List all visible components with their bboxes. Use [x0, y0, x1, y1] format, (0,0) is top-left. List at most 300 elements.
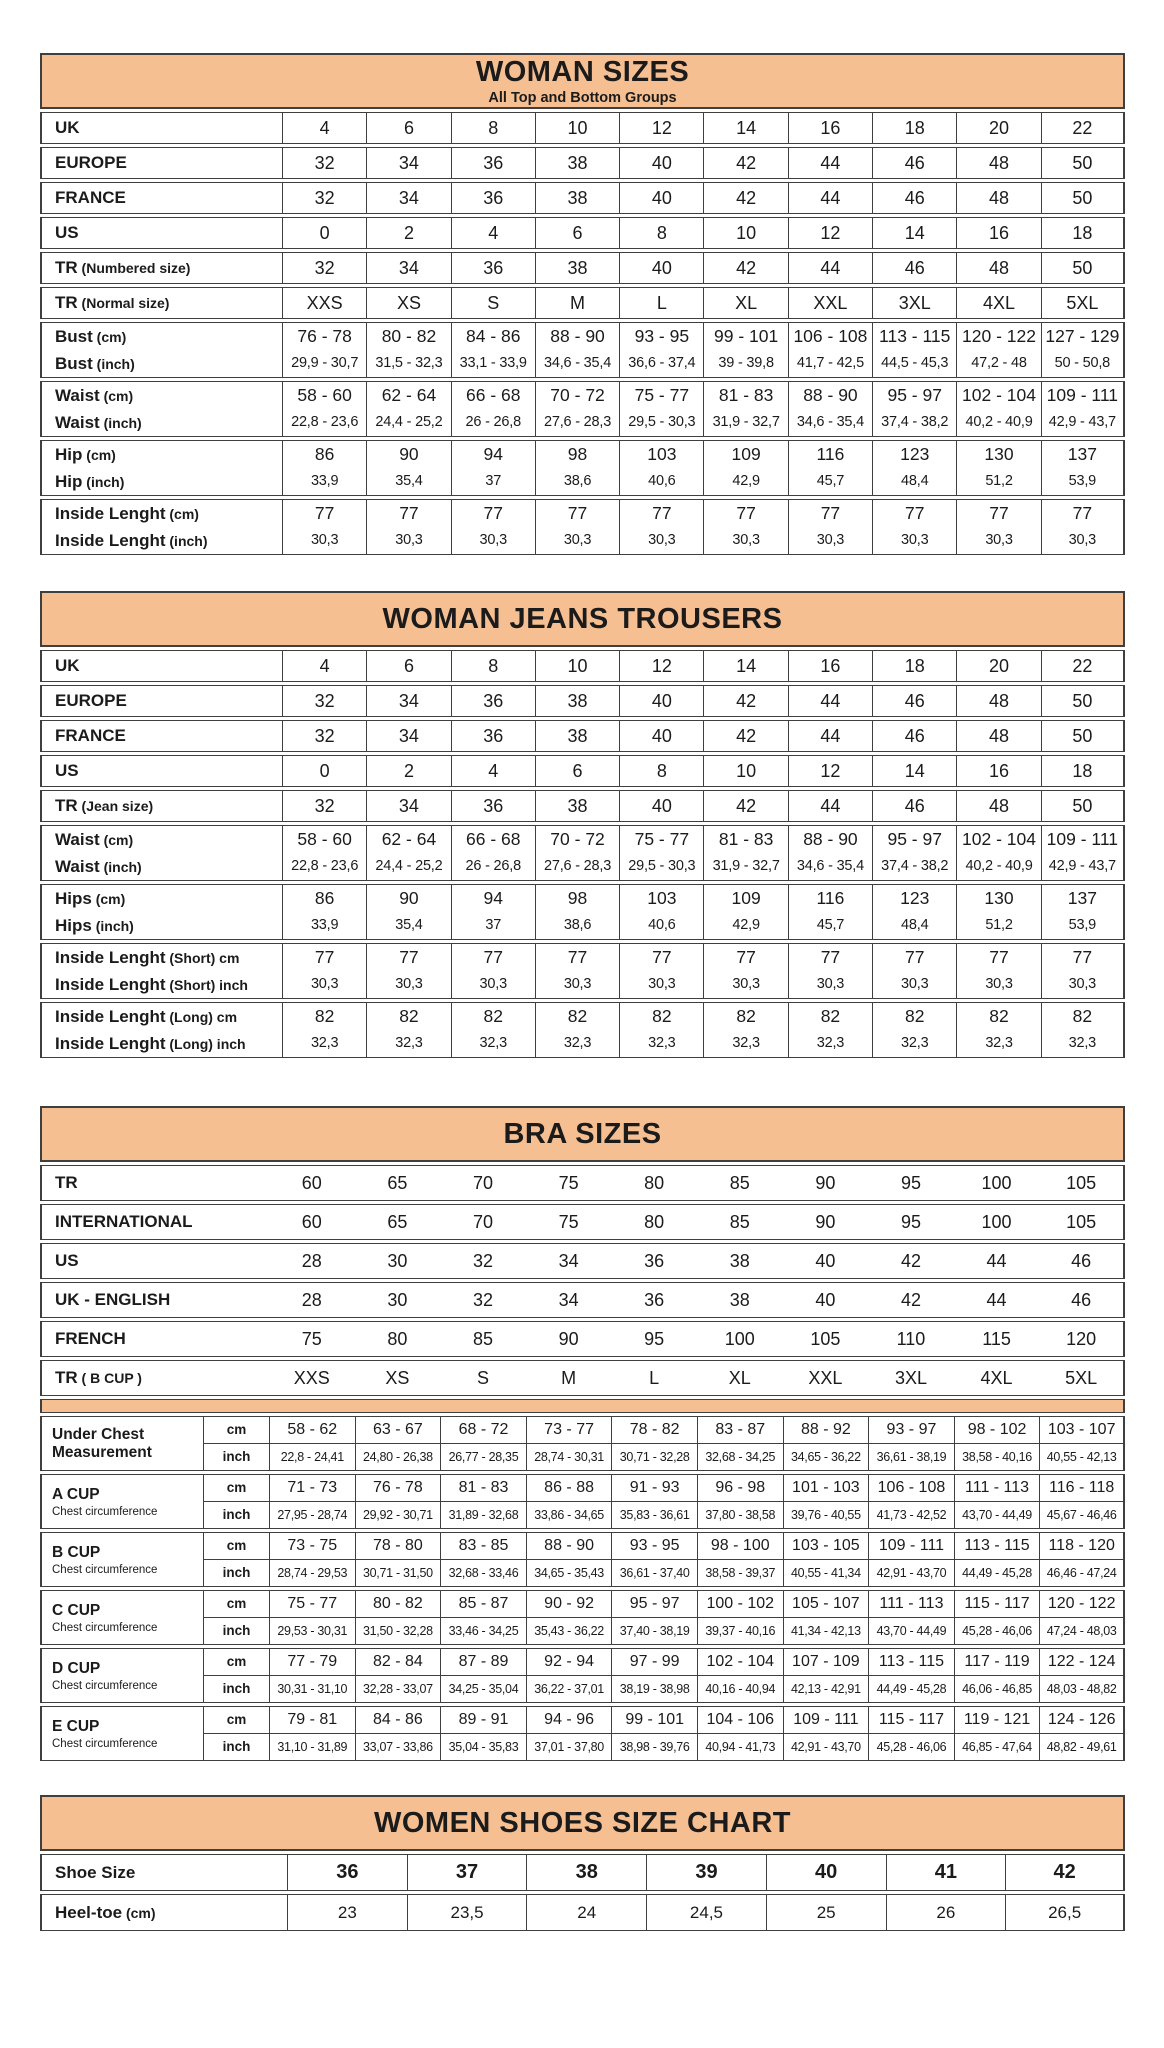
size-value: 32: [282, 790, 366, 822]
size-value: 44: [788, 790, 872, 822]
size-value-pair: [1041, 499, 1125, 555]
size-value: 38: [535, 182, 619, 214]
size-value-pair: [366, 322, 450, 378]
size-value-pair: [611, 1532, 697, 1587]
size-value-pair: [282, 884, 366, 940]
size-value: 30,3: [901, 976, 929, 992]
size-value: 33,9: [310, 473, 339, 489]
size-value-inch: 40,16 - 40,94: [705, 1682, 776, 1696]
size-value: 50: [1041, 147, 1125, 179]
size-value: 42: [868, 1282, 954, 1318]
size-value-inch: 26,77 - 28,35: [448, 1450, 519, 1464]
size-value-cm: 116 - 118: [1040, 1475, 1123, 1502]
row-label-line: [55, 350, 282, 377]
size-value: 4XL: [956, 287, 1040, 319]
size-value-pair: [956, 381, 1040, 437]
size-value-cm: 73 - 75: [270, 1533, 355, 1560]
size-value-inch: 32,28 - 33,07: [363, 1682, 433, 1696]
size-value: 42,9 - 43,7: [1048, 858, 1116, 874]
size-value: 60: [269, 1165, 355, 1201]
size-value-pair: [619, 943, 703, 999]
row-label: [40, 825, 282, 881]
size-value-pair: [697, 1416, 783, 1471]
size-value-cm: 91 - 93: [612, 1475, 697, 1502]
size-value: 77: [989, 503, 1009, 523]
size-value: 32,3: [985, 1035, 1013, 1051]
size-value-pair: [366, 499, 450, 555]
unit-inch: inch: [222, 1681, 251, 1696]
size-value-pair: [269, 1474, 355, 1529]
size-value: 44: [954, 1243, 1040, 1279]
size-value-pair: [451, 440, 535, 496]
size-value: 90: [783, 1165, 869, 1201]
size-value: 3XL: [872, 287, 956, 319]
size-value: S: [451, 287, 535, 319]
size-value: 30,3: [816, 532, 845, 548]
size-value-pair: [872, 381, 956, 437]
size-value: 88 - 90: [803, 385, 858, 405]
size-value: 32,3: [563, 1035, 592, 1051]
size-value: 46: [872, 182, 956, 214]
size-value-pair: [451, 499, 535, 555]
size-value-pair: [619, 884, 703, 940]
size-value: 58 - 60: [297, 829, 352, 849]
size-value: 26 - 26,8: [465, 858, 521, 874]
size-value: 6: [535, 217, 619, 249]
size-value-pair: [697, 1590, 783, 1645]
unit-inch: inch: [222, 1449, 251, 1464]
size-value-cm: 113 - 115: [869, 1649, 954, 1676]
size-value: 14: [872, 217, 956, 249]
size-value-inch: 33,07 - 33,86: [363, 1740, 433, 1754]
size-value: 31,9 - 32,7: [712, 414, 780, 430]
size-value-pair: [619, 825, 703, 881]
size-value: 48: [956, 182, 1040, 214]
size-value: 24: [526, 1894, 646, 1931]
size-value: 36: [611, 1243, 697, 1279]
row-label-detail: (inch): [99, 859, 142, 875]
size-value: 32,3: [310, 1035, 339, 1051]
size-value-cm: 78 - 80: [356, 1533, 441, 1560]
row-label-detail: (cm): [122, 1904, 156, 1921]
row-label-line: [55, 468, 282, 495]
size-value-pair: [535, 884, 619, 940]
size-value: 77: [399, 503, 419, 523]
size-value: 48,4: [901, 473, 929, 489]
size-value: 30,3: [310, 976, 339, 992]
size-value: 75 - 77: [634, 385, 690, 405]
size-value-pair: [269, 1416, 355, 1471]
size-value-pair: [269, 1706, 355, 1761]
size-value: 12: [619, 112, 703, 144]
size-value: 62 - 64: [381, 829, 437, 849]
size-value: 44: [954, 1282, 1040, 1318]
size-value: 110: [868, 1321, 954, 1357]
size-value: 34: [366, 182, 450, 214]
size-value-inch: 28,74 - 29,53: [277, 1566, 348, 1580]
size-value-pair: [355, 1416, 441, 1471]
size-value-cm: 82 - 84: [356, 1649, 441, 1676]
row-label-detail: (inch): [165, 533, 208, 549]
size-value-pair: [1039, 1416, 1125, 1471]
size-value: 113 - 115: [879, 326, 951, 346]
size-value-pair: [1041, 440, 1125, 496]
table-header: [40, 591, 1125, 647]
size-value: 31,9 - 32,7: [712, 858, 780, 874]
size-value: XS: [355, 1360, 441, 1396]
size-value-pair: [282, 381, 366, 437]
size-value: 77: [736, 947, 756, 967]
size-value: 40: [766, 1854, 886, 1891]
size-value-inch: 33,86 - 34,65: [534, 1508, 604, 1522]
cup-label: B CUP: [52, 1543, 101, 1561]
row-label-main: Inside Lenght: [55, 948, 166, 967]
size-value: 70 - 72: [550, 829, 605, 849]
size-value: 77: [314, 947, 335, 967]
size-value-pair: [783, 1706, 869, 1761]
size-value-pair: [451, 943, 535, 999]
size-value: 44: [788, 147, 872, 179]
size-value: 8: [451, 650, 535, 682]
size-value-pair: [269, 1648, 355, 1703]
size-value: 90: [526, 1321, 612, 1357]
row-label-detail: (cm): [91, 891, 126, 907]
size-value: 10: [535, 650, 619, 682]
size-value-pair: [366, 381, 450, 437]
size-value: 115: [954, 1321, 1040, 1357]
size-value: 77: [567, 947, 588, 967]
size-value: 100: [697, 1321, 783, 1357]
size-value: 70: [440, 1204, 526, 1240]
size-value-inch: 35,83 - 36,61: [619, 1508, 690, 1522]
size-value: 35,4: [395, 917, 423, 933]
size-value: 130: [984, 888, 1014, 908]
unit-cm: cm: [204, 1591, 269, 1618]
size-value: 81 - 83: [718, 829, 774, 849]
size-value-cm: 113 - 115: [955, 1533, 1040, 1560]
size-value: 42: [703, 147, 787, 179]
size-value-inch: 34,65 - 36,22: [790, 1450, 861, 1464]
size-value: 84 - 86: [466, 326, 521, 346]
size-value: 36: [451, 790, 535, 822]
size-value: 36: [451, 182, 535, 214]
size-value-pair: [956, 825, 1040, 881]
size-value-pair: [697, 1474, 783, 1529]
size-value: 24,5: [646, 1894, 766, 1931]
size-value: 4XL: [954, 1360, 1040, 1396]
size-value: 34,6 - 35,4: [796, 414, 864, 430]
size-value-cm: 88 - 92: [784, 1417, 869, 1444]
size-value: 50: [1041, 182, 1125, 214]
size-value: 6: [535, 755, 619, 787]
size-value-inch: 31,50 - 32,28: [363, 1624, 433, 1638]
size-value-inch: 46,85 - 47,64: [962, 1740, 1032, 1754]
size-value: 37: [407, 1854, 527, 1891]
size-value-pair: [526, 1590, 612, 1645]
size-value: 32: [440, 1282, 526, 1318]
unit-label: [203, 1706, 269, 1761]
size-value: 120: [1039, 1321, 1125, 1357]
size-value-cm: 102 - 104: [698, 1649, 783, 1676]
size-value-inch: 41,34 - 42,13: [790, 1624, 861, 1638]
cup-sublabel: Chest circumference: [52, 1737, 158, 1750]
row-label-main: Inside Lenght: [55, 975, 166, 994]
size-value-pair: [440, 1706, 526, 1761]
size-value: 103: [647, 888, 677, 908]
size-value: 36: [451, 720, 535, 752]
size-value: 41,7 - 42,5: [796, 355, 864, 371]
size-value-inch: 37,80 - 38,58: [705, 1508, 776, 1522]
size-value-pair: [1041, 1002, 1125, 1058]
size-value: 10: [535, 112, 619, 144]
size-value: 82: [1072, 1006, 1093, 1026]
size-value: 70 - 72: [550, 385, 605, 405]
size-value: 34: [366, 790, 450, 822]
size-value: 82: [483, 1006, 503, 1026]
size-value: 40,2 - 40,9: [965, 858, 1033, 874]
size-value-pair: [526, 1416, 612, 1471]
size-value-pair: [535, 322, 619, 378]
size-value: 37: [485, 917, 502, 933]
table-title: WOMEN SHOES SIZE CHART: [373, 1806, 791, 1839]
unit-label: [203, 1590, 269, 1645]
size-value-inch: 22,8 - 24,41: [280, 1450, 344, 1464]
size-value: 42: [1005, 1854, 1125, 1891]
size-value: 39: [646, 1854, 766, 1891]
size-value-inch: 40,55 - 42,13: [1046, 1450, 1117, 1464]
separator-strip: [40, 1399, 1125, 1413]
row-label-detail: (Long) inch: [165, 1036, 246, 1052]
size-value: 4: [451, 217, 535, 249]
size-value-pair: [611, 1474, 697, 1529]
size-value: 42: [703, 790, 787, 822]
row-label-detail: (cm): [165, 506, 199, 522]
size-value: 34: [366, 685, 450, 717]
size-value: 37,4 - 38,2: [881, 414, 949, 430]
size-value: 32,3: [648, 1035, 676, 1051]
size-value: 95 - 97: [887, 385, 942, 405]
size-value: XXL: [788, 287, 872, 319]
size-value: 70: [440, 1165, 526, 1201]
size-value-pair: [703, 884, 787, 940]
row-label: [40, 790, 282, 822]
size-value: 46: [1039, 1282, 1125, 1318]
size-value: 38: [535, 252, 619, 284]
size-value: 50: [1041, 720, 1125, 752]
cup-sublabel: Chest circumference: [52, 1563, 158, 1576]
size-value: 46: [872, 790, 956, 822]
row-label-detail: (inch): [92, 356, 135, 372]
unit-label: [203, 1532, 269, 1587]
size-value-pair: [956, 943, 1040, 999]
size-value: M: [535, 287, 619, 319]
row-label-detail: (inch): [82, 474, 125, 490]
size-value: 38,6: [563, 917, 592, 933]
size-value-pair: [872, 322, 956, 378]
unit-cm: cm: [204, 1475, 269, 1502]
size-value-cm: 118 - 120: [1040, 1533, 1123, 1560]
size-value-pair: [366, 825, 450, 881]
size-value-inch: 44,49 - 45,28: [876, 1682, 947, 1696]
size-value: 37: [485, 473, 502, 489]
size-value-pair: [366, 440, 450, 496]
size-value: 99 - 101: [714, 326, 779, 346]
size-value-pair: [697, 1532, 783, 1587]
size-value-pair: [366, 884, 450, 940]
size-value-pair: [440, 1416, 526, 1471]
size-value-cm: 103 - 107: [1040, 1417, 1123, 1444]
size-value: 32: [282, 720, 366, 752]
size-value-cm: 109 - 111: [869, 1533, 954, 1560]
size-value: 10: [703, 217, 787, 249]
size-value: XS: [366, 287, 450, 319]
size-value-inch: 40,55 - 41,34: [790, 1566, 861, 1580]
size-value-cm: 88 - 90: [527, 1533, 612, 1560]
size-value-pair: [366, 1002, 450, 1058]
size-value: 77: [1072, 503, 1093, 523]
size-value-cm: 96 - 98: [698, 1475, 783, 1502]
size-value: 18: [1041, 755, 1125, 787]
size-value: 16: [956, 755, 1040, 787]
size-value: 26: [886, 1894, 1006, 1931]
size-value: 28: [269, 1243, 355, 1279]
size-value: 53,9: [1068, 473, 1097, 489]
row-label-line: [55, 912, 282, 939]
size-value-inch: 38,98 - 39,76: [619, 1740, 690, 1754]
size-value: 42: [703, 720, 787, 752]
size-value: 51,2: [985, 473, 1013, 489]
row-label-line: [55, 323, 282, 350]
size-value-pair: [788, 1002, 872, 1058]
size-value-cm: 95 - 97: [612, 1591, 697, 1618]
row-label-line: [55, 885, 282, 912]
size-value: 65: [355, 1165, 441, 1201]
size-value-pair: [535, 1002, 619, 1058]
size-value-cm: 101 - 103: [784, 1475, 869, 1502]
woman-sizes-table: [40, 50, 1125, 558]
size-value: 8: [619, 217, 703, 249]
cup-label: D CUP: [52, 1659, 101, 1677]
size-value: 50: [1041, 252, 1125, 284]
size-value-pair: [619, 440, 703, 496]
size-value-pair: [451, 322, 535, 378]
row-label-line: [55, 382, 282, 409]
size-value: 40: [619, 790, 703, 822]
unit-inch: inch: [222, 1565, 251, 1580]
row-label: [40, 322, 282, 378]
row-label-detail: (cm): [92, 329, 127, 345]
size-value-pair: [703, 499, 787, 555]
size-value-inch: 29,53 - 30,31: [277, 1624, 348, 1638]
size-value: 30,3: [732, 976, 760, 992]
size-value-pair: [535, 440, 619, 496]
size-value-inch: 33,46 - 34,25: [448, 1624, 519, 1638]
size-value-inch: 38,58 - 40,16: [962, 1450, 1032, 1464]
size-value-pair: [526, 1532, 612, 1587]
size-value-pair: [1039, 1474, 1125, 1529]
size-value-pair: [954, 1590, 1040, 1645]
size-value-pair: [611, 1590, 697, 1645]
size-value: 16: [788, 650, 872, 682]
size-value: 90: [399, 888, 419, 908]
size-value: 123: [900, 888, 930, 908]
size-value-inch: 47,24 - 48,03: [1046, 1624, 1117, 1638]
size-value-cm: 83 - 87: [698, 1417, 783, 1444]
size-value-inch: 31,10 - 31,89: [277, 1740, 348, 1754]
row-label: [40, 1648, 203, 1703]
size-value-pair: [872, 1002, 956, 1058]
size-value-inch: 34,65 - 35,43: [534, 1566, 604, 1580]
size-value-pair: [355, 1590, 441, 1645]
row-label-detail: (cm): [99, 832, 134, 848]
size-value: L: [611, 1360, 697, 1396]
size-value: 39 - 39,8: [718, 355, 774, 371]
size-value: 75 - 77: [634, 829, 690, 849]
size-value-pair: [697, 1706, 783, 1761]
size-value: 5XL: [1039, 1360, 1125, 1396]
row-label-line: [55, 826, 282, 853]
size-value: 26,5: [1005, 1894, 1125, 1931]
size-value-cm: 119 - 121: [955, 1707, 1040, 1734]
size-value: 109 - 111: [1046, 829, 1119, 849]
size-value-inch: 48,82 - 49,61: [1046, 1740, 1117, 1754]
size-value-pair: [788, 825, 872, 881]
size-value: 116: [816, 444, 845, 464]
size-value: 32: [282, 182, 366, 214]
size-value: 90: [783, 1204, 869, 1240]
size-value: 8: [451, 112, 535, 144]
size-value: 12: [788, 755, 872, 787]
size-value-pair: [788, 381, 872, 437]
size-value: 3XL: [868, 1360, 954, 1396]
row-label-detail: (inch): [91, 918, 134, 934]
size-value-pair: [619, 1002, 703, 1058]
size-value-inch: 42,91 - 43,70: [790, 1740, 861, 1754]
size-value: 35,4: [395, 473, 423, 489]
row-label: [40, 440, 282, 496]
row-label-detail: ( B CUP ): [77, 1370, 142, 1386]
row-label-main: Inside Lenght: [55, 531, 166, 550]
size-value: 46: [872, 720, 956, 752]
size-value: 40,2 - 40,9: [965, 414, 1033, 430]
size-value-cm: 97 - 99: [612, 1649, 697, 1676]
size-value-pair: [269, 1532, 355, 1587]
size-value: 45,7: [816, 917, 845, 933]
row-label-main: TR: [55, 258, 78, 277]
size-value: 41: [886, 1854, 1006, 1891]
size-value-pair: [440, 1648, 526, 1703]
size-value: 95: [868, 1204, 954, 1240]
size-value-cm: 98 - 100: [698, 1533, 783, 1560]
size-value: 42,9: [732, 473, 760, 489]
size-value: 80: [355, 1321, 441, 1357]
size-value: 38: [535, 147, 619, 179]
size-value: 40: [783, 1282, 869, 1318]
size-value-pair: [282, 825, 366, 881]
row-label: FRENCH: [40, 1321, 269, 1357]
size-value-pair: [956, 499, 1040, 555]
size-value: 34,6 - 35,4: [543, 355, 612, 371]
size-value-pair: [703, 825, 787, 881]
row-label-main: Waist: [55, 386, 100, 405]
size-value: 33,9: [310, 917, 339, 933]
size-value: 44: [788, 182, 872, 214]
size-value-cm: 105 - 107: [784, 1591, 869, 1618]
size-value: 82: [399, 1006, 419, 1026]
size-value-cm: 63 - 67: [356, 1417, 441, 1444]
size-value-pair: [788, 322, 872, 378]
size-value-cm: 115 - 117: [955, 1591, 1040, 1618]
